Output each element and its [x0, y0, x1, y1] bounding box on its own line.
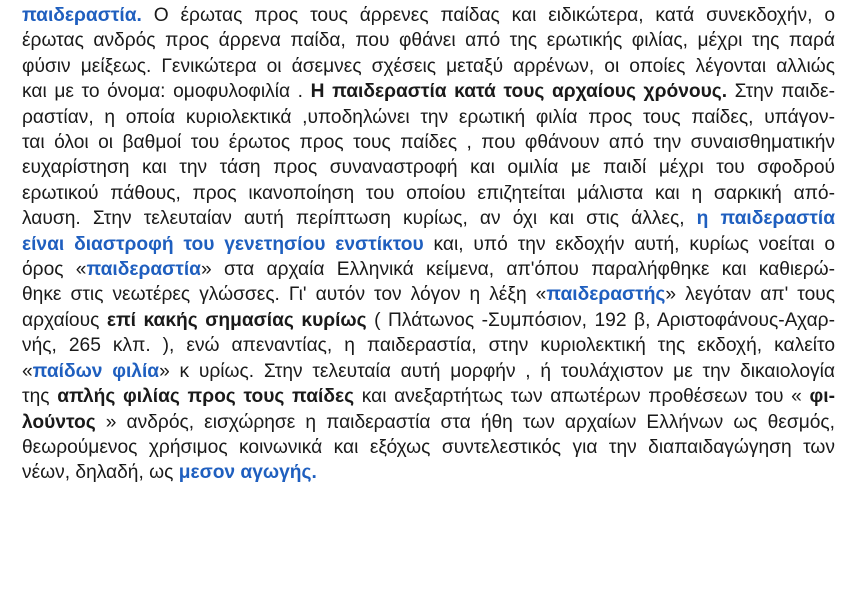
text-line [22, 333, 835, 358]
text-line [22, 206, 835, 231]
term-highlight: παίδων φιλία [32, 360, 160, 382]
term-highlight: είναι διαστροφή του γενετησίου ενστίκτου [22, 233, 424, 255]
paragraph [22, 3, 835, 486]
text-run: Ο έρωτας προς τους άρρενες παίδας και ειδικώτερα, κατά συνεκδοχήν, ο [141, 5, 835, 26]
text-line [22, 3, 835, 28]
text-run: θεωρούμενος χρήσιμος κοινωνικά και εξόχως συντελεστικός για την διαπαιδαγώγηση των [22, 436, 835, 458]
text-run: ερωτικού πάθους, προς ικανοποίηση του οποίου επιζητείται μάλιστα και η σαρκική από- [22, 182, 835, 204]
text-run: . [311, 462, 317, 484]
text-line [22, 384, 835, 409]
section-heading: Η παιδεραστία κατά τους αρχαίους χρόνους. [310, 81, 728, 103]
text-line [22, 181, 835, 206]
text-run: ( Πλάτωνος -Συμπόσιον, 192 β, Αριστοφάνους-Αχαρ- [366, 309, 835, 331]
text-run: » στα αρχαία Ελληνικά κείμενα, απ'όπου παραλήφθηκε και καθιερώ- [200, 259, 835, 281]
text-line [22, 410, 835, 435]
term-highlight: παιδεραστής [546, 284, 666, 306]
text-line [22, 460, 835, 485]
term-highlight: μεσον αγωγής [178, 462, 312, 484]
text-run: της [22, 386, 58, 408]
text-run: και με το όνομα: ομοφυλοφιλία . [22, 81, 311, 103]
text-run: και ανεξαρτήτως των απωτέρων προθέσεων του « [354, 386, 810, 408]
text-line [22, 435, 835, 460]
term-highlight: παιδεραστία [86, 259, 201, 281]
text-run: θηκε στις νεωτέρες γλώσσες. Γι' αυτόν τον λόγον η λέξη « [22, 284, 547, 306]
text-line [22, 54, 835, 79]
text-run: ται όλοι οι βαθμοί του έρωτος προς τους παίδες , που φθάνουν από την συναισθηματικήν [22, 132, 835, 154]
text-line [22, 257, 835, 282]
text-line [22, 130, 835, 155]
text-run: όρος « [22, 259, 87, 281]
text-run: νέων, δηλαδή, ως [22, 462, 179, 484]
text-run: » λεγόταν απ' τους [665, 284, 835, 306]
text-run: ευχαρίστηση και την τάση προς συναναστροφή και ομιλία με παιδί μέχρι του σφοδρού [22, 157, 835, 179]
text-run: αρχαίους [22, 309, 107, 331]
text-line [22, 308, 835, 333]
text-line [22, 155, 835, 180]
term-highlight: η παιδεραστία [696, 208, 835, 230]
text-run: « [22, 360, 33, 382]
text-line [22, 359, 835, 384]
text-run: λαυση. Στην τελευταίαν αυτή περίπτωση κυρίως, αν όχι και στις άλλες, [22, 208, 697, 230]
text-run: έρωτας ανδρός προς άρρενα παίδα, που φθάνει από της ερωτικής φιλίας, μέχρι της παρά [22, 30, 835, 52]
bold-phrase: λούντος [22, 411, 96, 433]
text-run: ραστίαν, η οποία κυριολεκτικά ,υποδηλώνει την ερωτική φιλία προς τους παίδες, υπάγον- [22, 106, 835, 128]
text-line [22, 105, 835, 130]
text-run: φύσιν μείξεως. Γενικώτερα οι άσεμνες σχέσεις μεταξύ αρρένων, οι οποίες λέγονται αλλιώς [22, 55, 835, 77]
text-line [22, 232, 835, 257]
text-run: Στην παιδε- [727, 81, 835, 103]
bold-phrase: φι- [809, 386, 835, 408]
text-run: » ανδρός, εισχώρησε η παιδεραστία στα ήθη των αρχαίων Ελλήνων ως θεσμός, [95, 411, 835, 433]
text-line [22, 28, 835, 53]
text-run: νής, 265 κλπ. ), ενώ απεναντίας, η παιδεραστία, στην κυριολεκτική της εκδοχή, καλείτο [22, 335, 835, 357]
text-line [22, 79, 835, 104]
text-run: » κ υρίως. Στην τελευταία αυτή μορφήν , ή τουλάχιστον με την δικαιολογία [159, 360, 835, 382]
bold-phrase: επί κακής σημασίας κυρίως [106, 309, 367, 331]
text-run: και, υπό την εκδοχήν αυτή, κυρίως νοείται ο [423, 233, 835, 255]
term-highlight: παιδεραστία. [22, 5, 142, 26]
bold-phrase: απλής φιλίας προς τους παίδες [57, 386, 355, 408]
text-line [22, 282, 835, 307]
